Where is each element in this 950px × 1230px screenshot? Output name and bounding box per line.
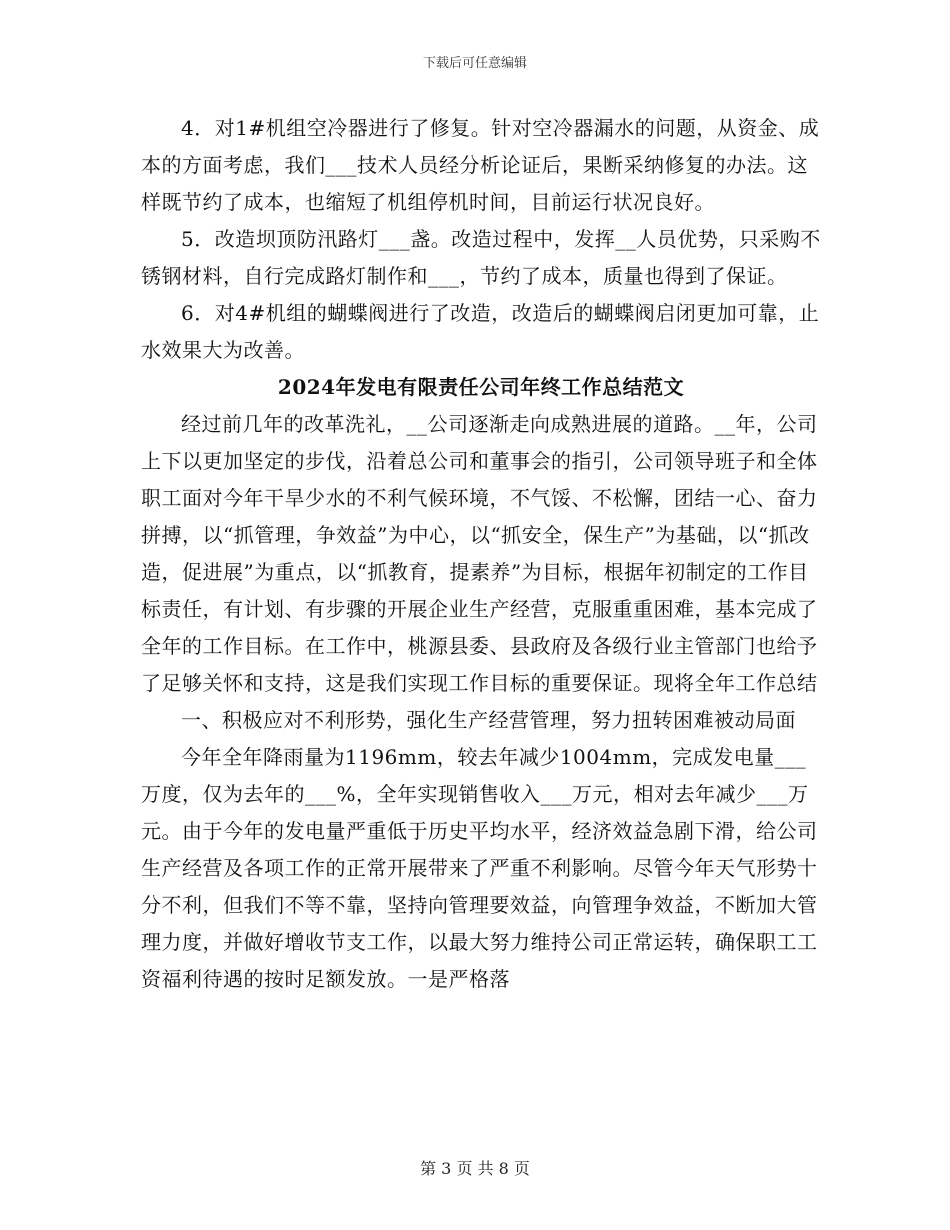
paragraph-rainfall: 今年全年降雨量为1196mm，较去年减少1004mm，完成发电量___万度，仅为去年的___%，全年实现销售收入___万元，相对去年减少___万元。由于今年的发电量严重低于历史平均水平，经济效益急剧下滑，给公司生产经营及各项工作的正常开展带来了严重不利影响。尽管今年天气形势十分不利，但我们不等不靠，坚持向管理要效益，向管理争效益，不断加大管理力度，并做好增收节支工作，以最大努力维持公司正常运转，确保职工工资福利待遇的按时足额发放。一是严格落 [141, 745, 818, 991]
page-footer: 第 3 页 共 8 页 [420, 1159, 530, 1178]
section-heading-one: 一、积极应对不利形势，强化生产经营管理，努力扭转困难被动局面 [181, 708, 796, 732]
paragraph-item-5: 5．改造坝顶防汛路灯___盏。改造过程中，发挥__人员优势，只采购不锈钢材料，自行完成路灯制作和___，节约了成本，质量也得到了保证。 [141, 227, 821, 288]
document-body [141, 110, 821, 998]
paragraph-intro: 经过前几年的改革洗礼，__公司逐渐走向成熟进展的道路。__年，公司上下以更加坚定的步伐，沿着总公司和董事会的指引，公司领导班子和全体职工面对今年干旱少水的不利气候环境，不气馁、不松懈，团结一心、奋力拼搏，以“抓管理，争效益”为中心，以“抓安全，保生产”为基础，以“抓改造，促进展”为重点，以“抓教育，提素养”为目标，根据年初制定的工作目标责任，有计划、有步骤的开展企业生产经营，克服重重困难，基本完成了全年的工作目标。在工作中，桃源县委、县政府及各级行业主管部门也给予了足够关怀和支持，这是我们实现工作目标的重要保证。现将全年工作总结 [141, 412, 818, 695]
document-title: 2024年发电有限责任公司年终工作总结范文 [277, 375, 685, 399]
paragraph-item-4: 4．对1#机组空冷器进行了修复。针对空冷器漏水的问题，从资金、成本的方面考虑，我们___技术人员经分析论证后，果断采纳修复的办法。这样既节约了成本，也缩短了机组停机时间，目前运行状况良好。 [141, 116, 820, 214]
page-header: 下载后可任意编辑 [422, 56, 527, 71]
paragraph-item-6: 6．对4#机组的蝴蝶阀进行了改造，改造后的蝴蝶阀启闭更加可靠，止水效果大为改善。 [141, 301, 820, 362]
